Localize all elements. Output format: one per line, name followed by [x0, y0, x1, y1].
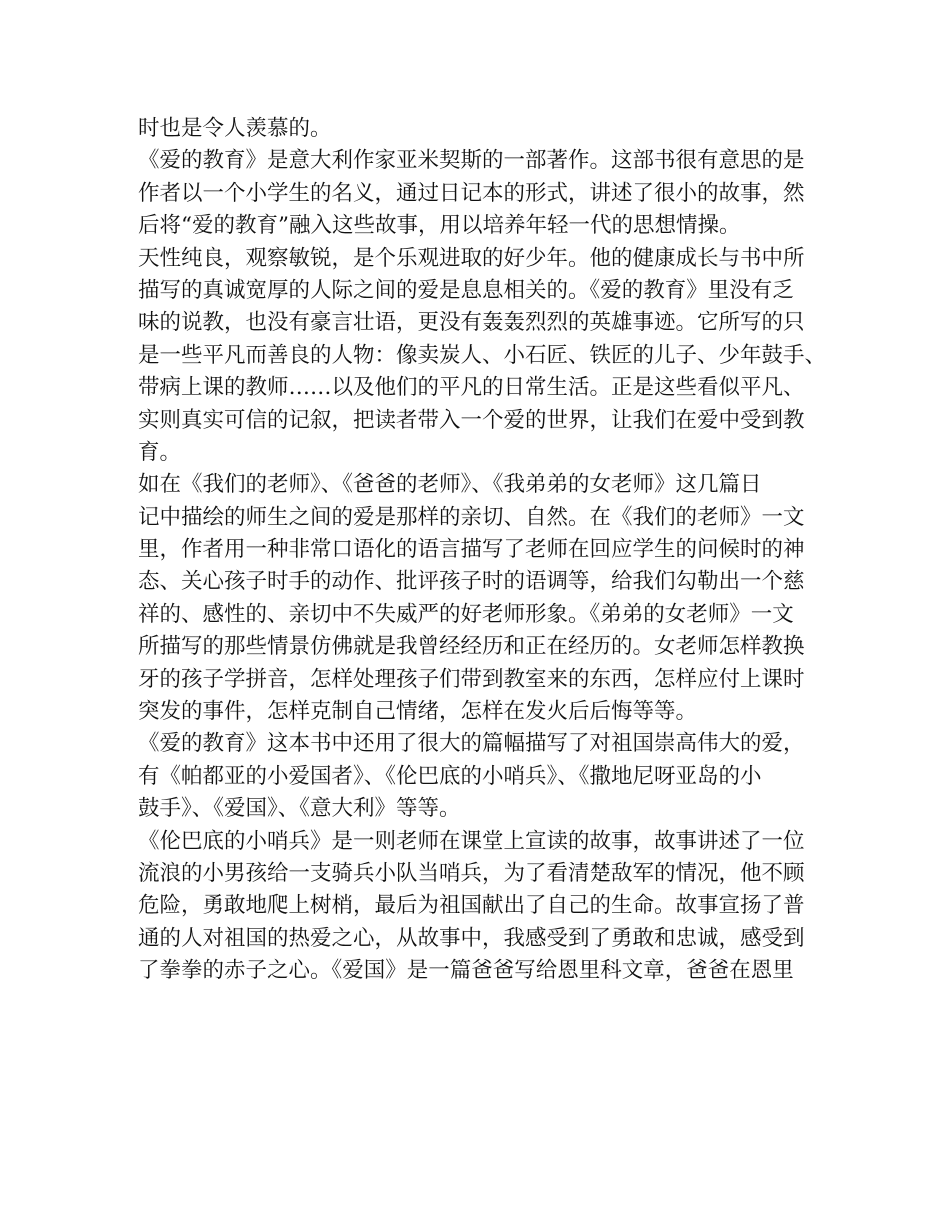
text-line: 鼓手》、《爱国》、《意大利》等等。: [138, 796, 461, 822]
document-body: [138, 113, 827, 988]
text-line: 作者以一个小学生的名义，通过日记本的形式，讲述了很小的故事，然: [138, 180, 805, 206]
text-line: 实则真实可信的记叙，把读者带入一个爱的世界，让我们在爱中受到教: [138, 407, 805, 433]
text-line: 味的说教，也没有豪言壮语，更没有轰轰烈烈的英雄事迹。它所写的只: [138, 310, 805, 336]
text-line: 态、关心孩子时手的动作、批评孩子时的语调等，给我们勾勒出一个慈: [138, 569, 805, 595]
text-line: 育。: [138, 439, 182, 465]
text-line: 所描写的那些情景仿佛就是我曾经经历和正在经历的。女老师怎样教换: [138, 634, 805, 660]
text-line: 祥的、感性的、亲切中不失威严的好老师形象。《弟弟的女老师》一文: [138, 601, 794, 627]
text-line: 里，作者用一种非常口语化的语言描写了老师在回应学生的问候时的神: [138, 537, 805, 563]
text-line: 《爱的教育》是意大利作家亚米契斯的一部著作。这部书很有意思的是: [138, 148, 805, 174]
text-line: 是一些平凡而善良的人物：像卖炭人、小石匠、铁匠的儿子、少年鼓手、: [138, 342, 827, 368]
text-line: 天性纯良，观察敏锐，是个乐观进取的好少年。他的健康成长与书中所: [138, 245, 805, 271]
text-line: 《伦巴底的小哨兵》是一则老师在课堂上宣读的故事，故事讲述了一位: [138, 828, 805, 854]
text-line: 如在《我们的老师》、《爸爸的老师》、《我弟弟的女老师》这几篇日: [138, 472, 762, 498]
text-line: 危险，勇敢地爬上树梢，最后为祖国献出了自己的生命。故事宣扬了普: [138, 893, 805, 919]
text-line: 通的人对祖国的热爱之心，从故事中，我感受到了勇敢和忠诚，感受到: [138, 925, 805, 951]
text-line: 带病上课的教师……以及他们的平凡的日常生活。正是这些看似平凡、: [138, 375, 805, 401]
text-line: 了拳拳的赤子之心。《爱国》是一篇爸爸写给恩里科文章，爸爸在恩里: [138, 958, 794, 984]
text-line: 后将“爱的教育”融入这些故事，用以培养年轻一代的思想情操。: [138, 213, 741, 239]
text-line: 有《帕都亚的小爱国者》、《伦巴底的小哨兵》、《撒地尼呀亚岛的小: [138, 763, 762, 789]
text-line: 《爱的教育》这本书中还用了很大的篇幅描写了对祖国崇高伟大的爱，: [138, 731, 805, 757]
text-line: 突发的事件，怎样克制自己情绪，怎样在发火后后悔等等。: [138, 699, 698, 725]
text-line: 描写的真诚宽厚的人际之间的爱是息息相关的。《爱的教育》里没有乏: [138, 277, 794, 303]
text-line: 流浪的小男孩给一支骑兵小队当哨兵，为了看清楚敌军的情况，他不顾: [138, 860, 805, 886]
text-line: 牙的孩子学拼音，怎样处理孩子们带到教室来的东西，怎样应付上课时: [138, 666, 805, 692]
text-line: 时也是令人羡慕的。: [138, 116, 332, 141]
text-line: 记中描绘的师生之间的爱是那样的亲切、自然。在《我们的老师》一文: [138, 504, 805, 530]
